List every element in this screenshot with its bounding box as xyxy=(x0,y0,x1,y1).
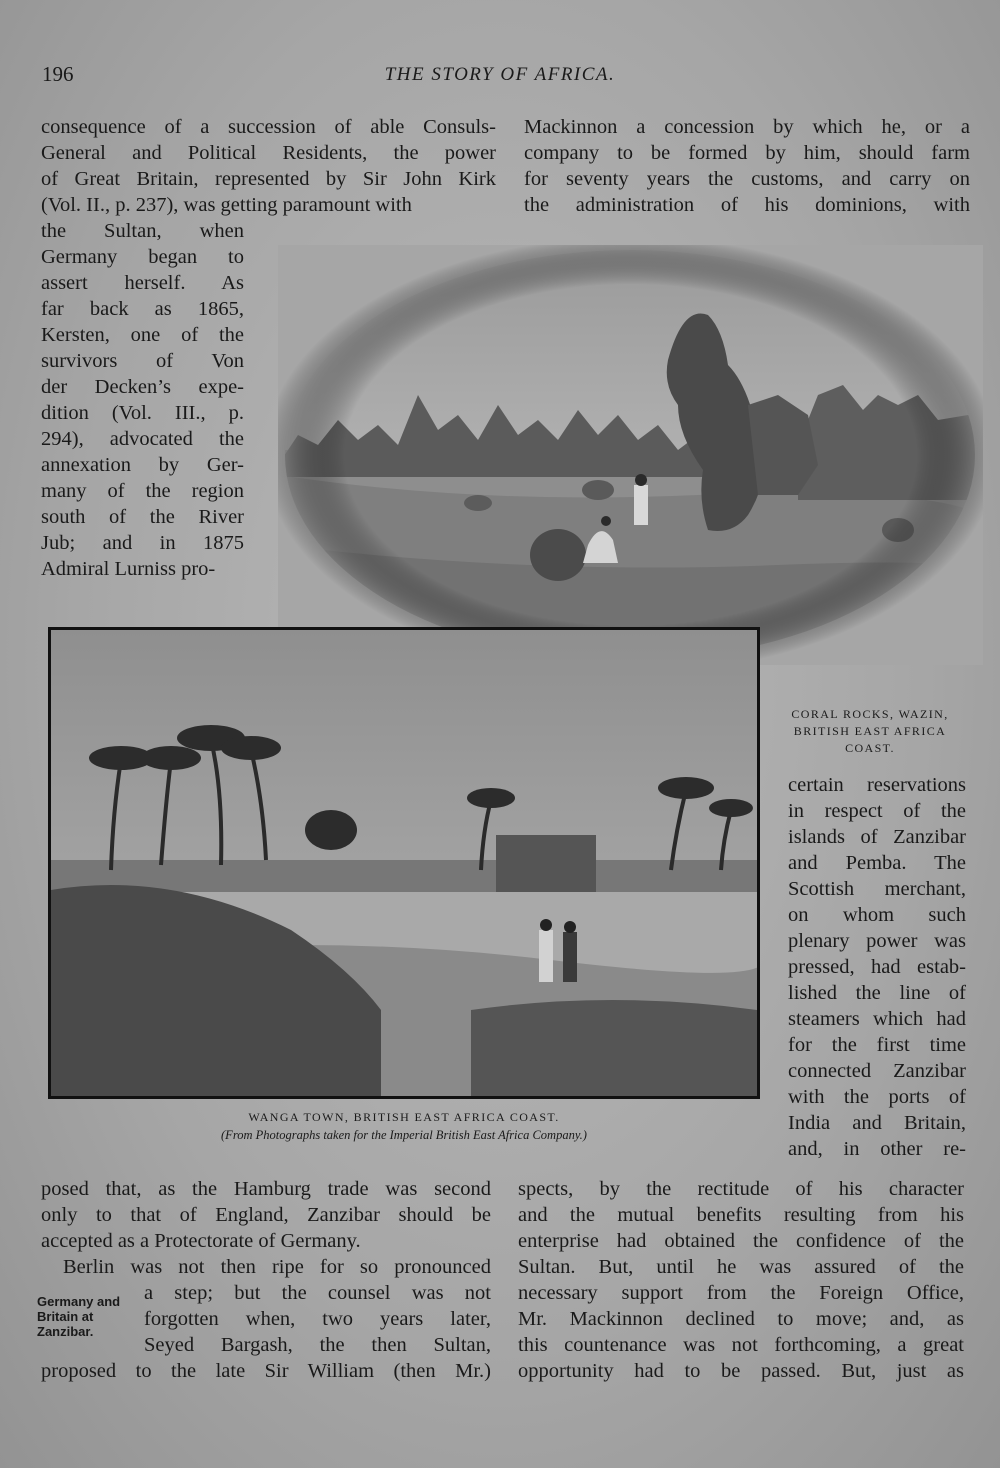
text-line: Germany began to xyxy=(41,246,244,268)
caption-line: BRITISH EAST AFRICA xyxy=(793,724,947,738)
text-line: far back as 1865, xyxy=(41,298,244,320)
text-line: lished the line of xyxy=(788,982,966,1004)
wanga-town-caption: WANGA TOWN, BRITISH EAST AFRICA COAST. xyxy=(248,1110,560,1124)
left-column-top xyxy=(41,114,496,218)
text-line: Kersten, one of the xyxy=(41,324,244,346)
text-line: Seyed Bargash, the then Sultan, xyxy=(144,1334,491,1356)
text-line: posed that, as the Hamburg trade was second xyxy=(41,1178,491,1200)
text-line: Scottish merchant, xyxy=(788,878,966,900)
text-line: certain reservations xyxy=(788,774,966,796)
margin-note xyxy=(37,1294,147,1339)
text-line: in respect of the xyxy=(788,800,966,822)
page-number: 196 xyxy=(42,62,74,86)
text-line: and Pemba. The xyxy=(788,852,966,874)
text-line: the administration of his dominions, with xyxy=(524,194,970,216)
text-line: a step; but the counsel was not xyxy=(144,1282,491,1304)
margin-note-line: Britain at xyxy=(37,1309,94,1324)
coral-rocks-caption xyxy=(770,706,970,757)
text-line: opportunity had to be passed. But, just as xyxy=(518,1360,964,1382)
text-line: General and Political Residents, the power xyxy=(41,142,496,164)
text-line: Jub; and in 1875 xyxy=(41,532,244,554)
text-line: pressed, had estab- xyxy=(788,956,966,978)
wanga-town-image xyxy=(51,630,757,1096)
wanga-town-credit: (From Photographs taken for the Imperial British East Africa Company.) xyxy=(221,1128,587,1142)
text-line: with the ports of xyxy=(788,1086,966,1108)
running-title: THE STORY OF AFRICA. xyxy=(384,64,616,85)
text-line: company to be formed by him, should farm xyxy=(524,142,970,164)
text-line: islands of Zanzibar xyxy=(788,826,966,848)
text-line: south of the River xyxy=(41,506,244,528)
text-line: assert herself. As xyxy=(41,272,244,294)
page-header xyxy=(40,62,960,92)
caption-line: COAST. xyxy=(845,741,895,755)
text-line: Sultan. But, until he was assured of the xyxy=(518,1256,964,1278)
right-column-narrow xyxy=(788,772,966,1162)
coral-rocks-image xyxy=(278,245,983,665)
text-line: survivors of Von xyxy=(41,350,244,372)
left-column-bottom xyxy=(41,1176,491,1254)
text-line: plenary power was xyxy=(788,930,966,952)
text-line: of Great Britain, represented by Sir John Kirk xyxy=(41,168,496,190)
text-line: der Decken’s expe- xyxy=(41,376,244,398)
text-line: the Sultan, when xyxy=(41,220,244,242)
text-line: on whom such xyxy=(788,904,966,926)
right-column-bottom xyxy=(518,1176,964,1384)
text-line: proposed to the late Sir William (then Mr.) xyxy=(41,1360,491,1382)
text-line: and, in other re- xyxy=(788,1138,966,1160)
text-line: Admiral Lurniss pro- xyxy=(41,558,216,580)
margin-note-line: Zanzibar. xyxy=(37,1324,94,1339)
text-line: dition (Vol. III., p. xyxy=(41,402,244,424)
wanga-town-illustration xyxy=(48,627,760,1099)
text-line: necessary support from the Foreign Office, xyxy=(518,1282,964,1304)
text-line: forgotten when, two years later, xyxy=(144,1308,491,1330)
text-line: enterprise had obtained the confidence of the xyxy=(518,1230,964,1252)
right-column-top xyxy=(524,114,970,218)
text-line: Berlin was not then ripe for so pronounced xyxy=(63,1256,491,1278)
text-line: only to that of England, Zanzibar should be xyxy=(41,1204,491,1226)
text-line: for seventy years the customs, and carry on xyxy=(524,168,970,190)
text-line: Mackinnon a concession by which he, or a xyxy=(524,116,970,138)
text-line: 294), advocated the xyxy=(41,428,244,450)
text-line: consequence of a succession of able Consuls- xyxy=(41,116,496,138)
caption-line: CORAL ROCKS, WAZIN, xyxy=(791,707,949,721)
text-line: steamers which had xyxy=(788,1008,966,1030)
text-line: for the first time xyxy=(788,1034,966,1056)
text-line: accepted as a Protectorate of Germany. xyxy=(41,1230,361,1252)
margin-note-line: Germany and xyxy=(37,1294,121,1309)
text-line: connected Zanzibar xyxy=(788,1060,966,1082)
text-line: (Vol. II., p. 237), was getting paramount with xyxy=(41,194,412,216)
text-line: India and Britain, xyxy=(788,1112,966,1134)
text-line: Mr. Mackinnon declined to move; and, as xyxy=(518,1308,964,1330)
text-line: annexation by Ger- xyxy=(41,454,244,476)
text-line: many of the region xyxy=(41,480,244,502)
text-line: this countenance was not forthcoming, a great xyxy=(518,1334,964,1356)
text-line: spects, by the rectitude of his character xyxy=(518,1178,964,1200)
left-column-narrow xyxy=(41,218,244,582)
text-line: and the mutual benefits resulting from his xyxy=(518,1204,964,1226)
coral-rocks-illustration xyxy=(278,245,983,665)
